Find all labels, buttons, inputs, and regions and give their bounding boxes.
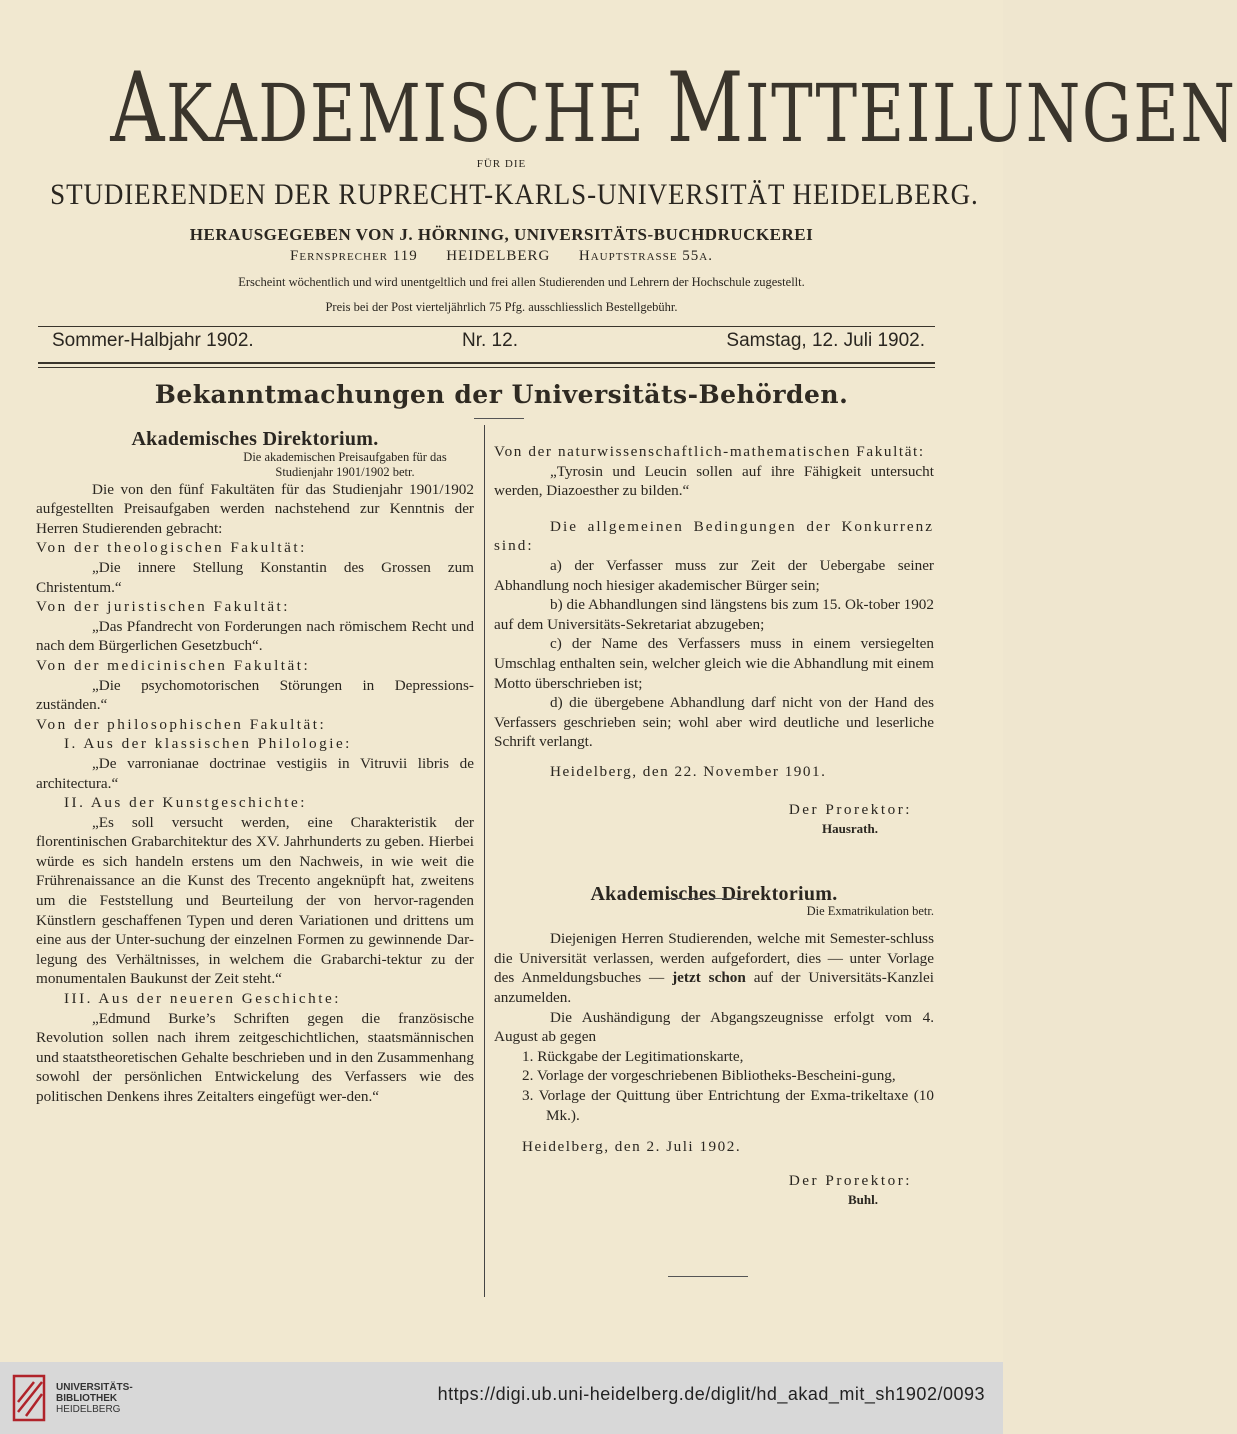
- nat-label: Von der naturwissenschaftlich-mathematischen Fakultät:: [494, 443, 925, 460]
- fernsprecher: Fernsprecher 119: [290, 248, 418, 264]
- masthead-title: [110, 52, 1237, 164]
- headline: Bekanntmachungen der Universitäts-Behörden.: [154, 380, 849, 409]
- masthead-publisher: HERAUSGEGEBEN VON J. HÖRNING, UNIVERSITÄTS-BUCHDRUCKEREI: [189, 225, 814, 244]
- ex-p1-bold: jetzt schon: [672, 969, 746, 987]
- date-1: Heidelberg, den 22. November 1901.: [550, 762, 827, 780]
- logo-line-2: BIBLIOTHEK: [56, 1393, 118, 1404]
- right-column: [494, 442, 934, 1210]
- nat-text: „Tyrosin und Leucin sollen auf ihre Fähigkeit untersucht werden, Diazoesther zu bilden.“: [494, 462, 934, 500]
- column-divider: [484, 425, 485, 1297]
- theo-label: Von der theologischen Fakultät:: [36, 539, 307, 557]
- issue-number: Nr. 12.: [462, 330, 518, 351]
- jur-text: „Das Pfandrecht von Forderungen nach römischem Recht und nach dem Bürgerlichen Gesetzbuch“.: [36, 617, 474, 655]
- left-column: [36, 430, 474, 1107]
- ex-p1-a: Diejenigen Herren Studierenden, welche mit Semester-schluss die Universität verlassen, werden aufgefordert, dies — unter Vorlage des Anmeldungsbuches —: [494, 930, 934, 987]
- ex-item-1: 1. Rückgabe der Legitimationskarte,: [522, 1047, 744, 1065]
- signature-2: Buhl.: [848, 1192, 878, 1208]
- masthead-preis: Preis bei der Post vierteljährlich 75 Pfg. ausschliesslich Bestellgebühr.: [325, 300, 678, 314]
- masthead-subtitle: STUDIERENDEN DER RUPRECHT-KARLS-UNIVERSITÄT HEIDELBERG.: [50, 178, 979, 211]
- issue-semester: Sommer-Halbjahr 1902.: [52, 330, 254, 351]
- logo-line-3: HEIDELBERG: [56, 1404, 121, 1415]
- masthead-erscheint: Erscheint wöchentlich und wird unentgeltlich und frei allen Studierenden und Lehrern der Hochschule zugestellt.: [238, 275, 805, 289]
- end-rule: [668, 1276, 748, 1277]
- phil-label: Von der philosophischen Fakultät:: [36, 715, 327, 733]
- bed-d: d) die übergebene Abhandlung darf nicht von der Hand des Verfassers geschrieben sein; wohl aber wird deutliche und leserliche Schrift verlangt.: [494, 694, 934, 751]
- page-url-link[interactable]: https://digi.ub.uni-heidelberg.de/diglit/hd_akad_mit_sh1902/0093: [437, 1384, 985, 1404]
- headline-rule: [474, 418, 524, 419]
- ex-item-3: 3. Vorlage der Quittung über Entrichtung der Exma-trikeltaxe (10 Mk.).: [522, 1087, 934, 1124]
- library-logo-icon[interactable]: [12, 1372, 48, 1424]
- title-rest-m: ITTEILUNGEN: [744, 67, 1237, 160]
- jur-label: Von der juristischen Fakultät:: [36, 598, 290, 616]
- issue-line: [52, 330, 925, 358]
- phil-i-text: „De varronianae doctrinae vestigiis in Vitruvii libris de architectura.“: [36, 754, 474, 792]
- bed-a: a) der Verfasser muss zur Zeit der Uebergabe seiner Abhandlung noch hiesiger akademischer Bürger sein;: [494, 556, 934, 594]
- med-text: „Die psychomotorischen Störungen in Depressions-zuständen.“: [36, 676, 474, 714]
- address: Hauptstrasse 55a.: [578, 248, 713, 264]
- ex-p1-b: auf der Universitäts-Kanzlei anzumelden.: [494, 969, 934, 1007]
- phil-ii-text: „Es soll versucht werden, eine Charakteristik der florentinischen Grabarchitektur des XV. Jahrhunderts zu geben. Hierbei würde es sich handeln erstens um den Nachweis, in wie weit die Frührenaissance an die Kunst des Trecento angeknüpft hat, zweitens um die Feststellung und Beurteilung der von hervor-ragenden Künstlern geschaffenen Typen und deren Variationen und drittens um eine aus der Unter-suchung der einzelnen Formen zu gewinnende Dar-legung des Verhältnisses, in welchem die Grabarchi-tektur zu der monumentalen Baukunst der Zeit steht.“: [36, 813, 474, 988]
- left-intro: Die von den fünf Fakultäten für das Studienjahr 1901/1902 aufgestellten Preisaufgaben werden nachstehend zur Kenntnis der Herren Studierenden gebracht:: [36, 480, 474, 537]
- phil-i-label: I. Aus der klassischen Philologie:: [64, 735, 352, 753]
- med-label: Von der medicinischen Fakultät:: [36, 656, 311, 674]
- ex-item-2: 2. Vorlage der vorgeschriebenen Bibliotheks-Bescheini-gung,: [522, 1067, 896, 1085]
- viewer-footer: [0, 1362, 1003, 1434]
- left-heading: Akademisches Direktorium.: [131, 428, 379, 450]
- title-initial-m: M: [666, 52, 745, 164]
- left-note: Die akademischen Preisaufgaben für das Studienjahr 1901/1902 betr.: [243, 449, 447, 479]
- logo-line-1: UNIVERSITÄTS-: [56, 1382, 133, 1393]
- issue-date: Samstag, 12. Juli 1902.: [726, 330, 925, 351]
- title-initial-a: A: [110, 52, 166, 164]
- date-2: Heidelberg, den 2. Juli 1902.: [522, 1138, 742, 1156]
- ex-paragraph-1: [494, 929, 934, 1007]
- rule-top: [38, 326, 935, 327]
- bed-intro: Die allgemeinen Bedingungen der Konkurrenz sind:: [494, 517, 934, 555]
- rule-bottom-2: [38, 367, 935, 368]
- phil-iii-text: „Edmund Burke’s Schriften gegen die französische Revolution sollen nach ihrem zeitgeschichtlichen, staatsmännischen und staatstheoretischen Gehalte beschrieben und in den Zusammenhang sowohl der persönlichen Entwickelung des Verfassers wie des politischen Denkens ihres Zeitalters eingefügt wer-den.“: [36, 1009, 474, 1105]
- bed-b: b) die Abhandlungen sind längstens bis zum 15. Ok-tober 1902 auf dem Universitäts-Sekretariat abzugeben;: [494, 596, 934, 633]
- separator-rule: [668, 898, 748, 899]
- signature-1: Hausrath.: [822, 821, 878, 837]
- phil-ii-label: II. Aus der Kunstgeschichte:: [64, 794, 307, 812]
- prorektor-2: Der Prorektor:: [788, 1171, 912, 1189]
- phil-iii-label: III. Aus der neueren Geschichte:: [64, 990, 341, 1008]
- title-rest-a: KADEMISCHE: [165, 67, 646, 160]
- rule-bottom: [38, 362, 935, 364]
- library-logo-text[interactable]: [56, 1382, 133, 1415]
- right-heading-2: Akademisches Direktorium.: [590, 882, 838, 905]
- theo-text: „Die innere Stellung Konstantin des Grossen zum Christentum.“: [36, 558, 474, 596]
- masthead-contact: [0, 248, 1003, 265]
- city: HEIDELBERG: [446, 248, 551, 264]
- bed-c: c) der Name des Verfassers muss in einem versiegelten Umschlag enthalten sein, welcher gleich wie die Abhandlung mit einem Motto überschrieben ist;: [494, 635, 934, 692]
- prorektor-1: Der Prorektor:: [788, 800, 912, 818]
- right-note-2: Die Exmatrikulation betr.: [806, 904, 934, 919]
- masthead-fuer-die: FÜR DIE: [476, 158, 527, 170]
- ex-paragraph-2: Die Aushändigung der Abgangszeugnisse erfolgt vom 4. August ab gegen: [494, 1008, 934, 1046]
